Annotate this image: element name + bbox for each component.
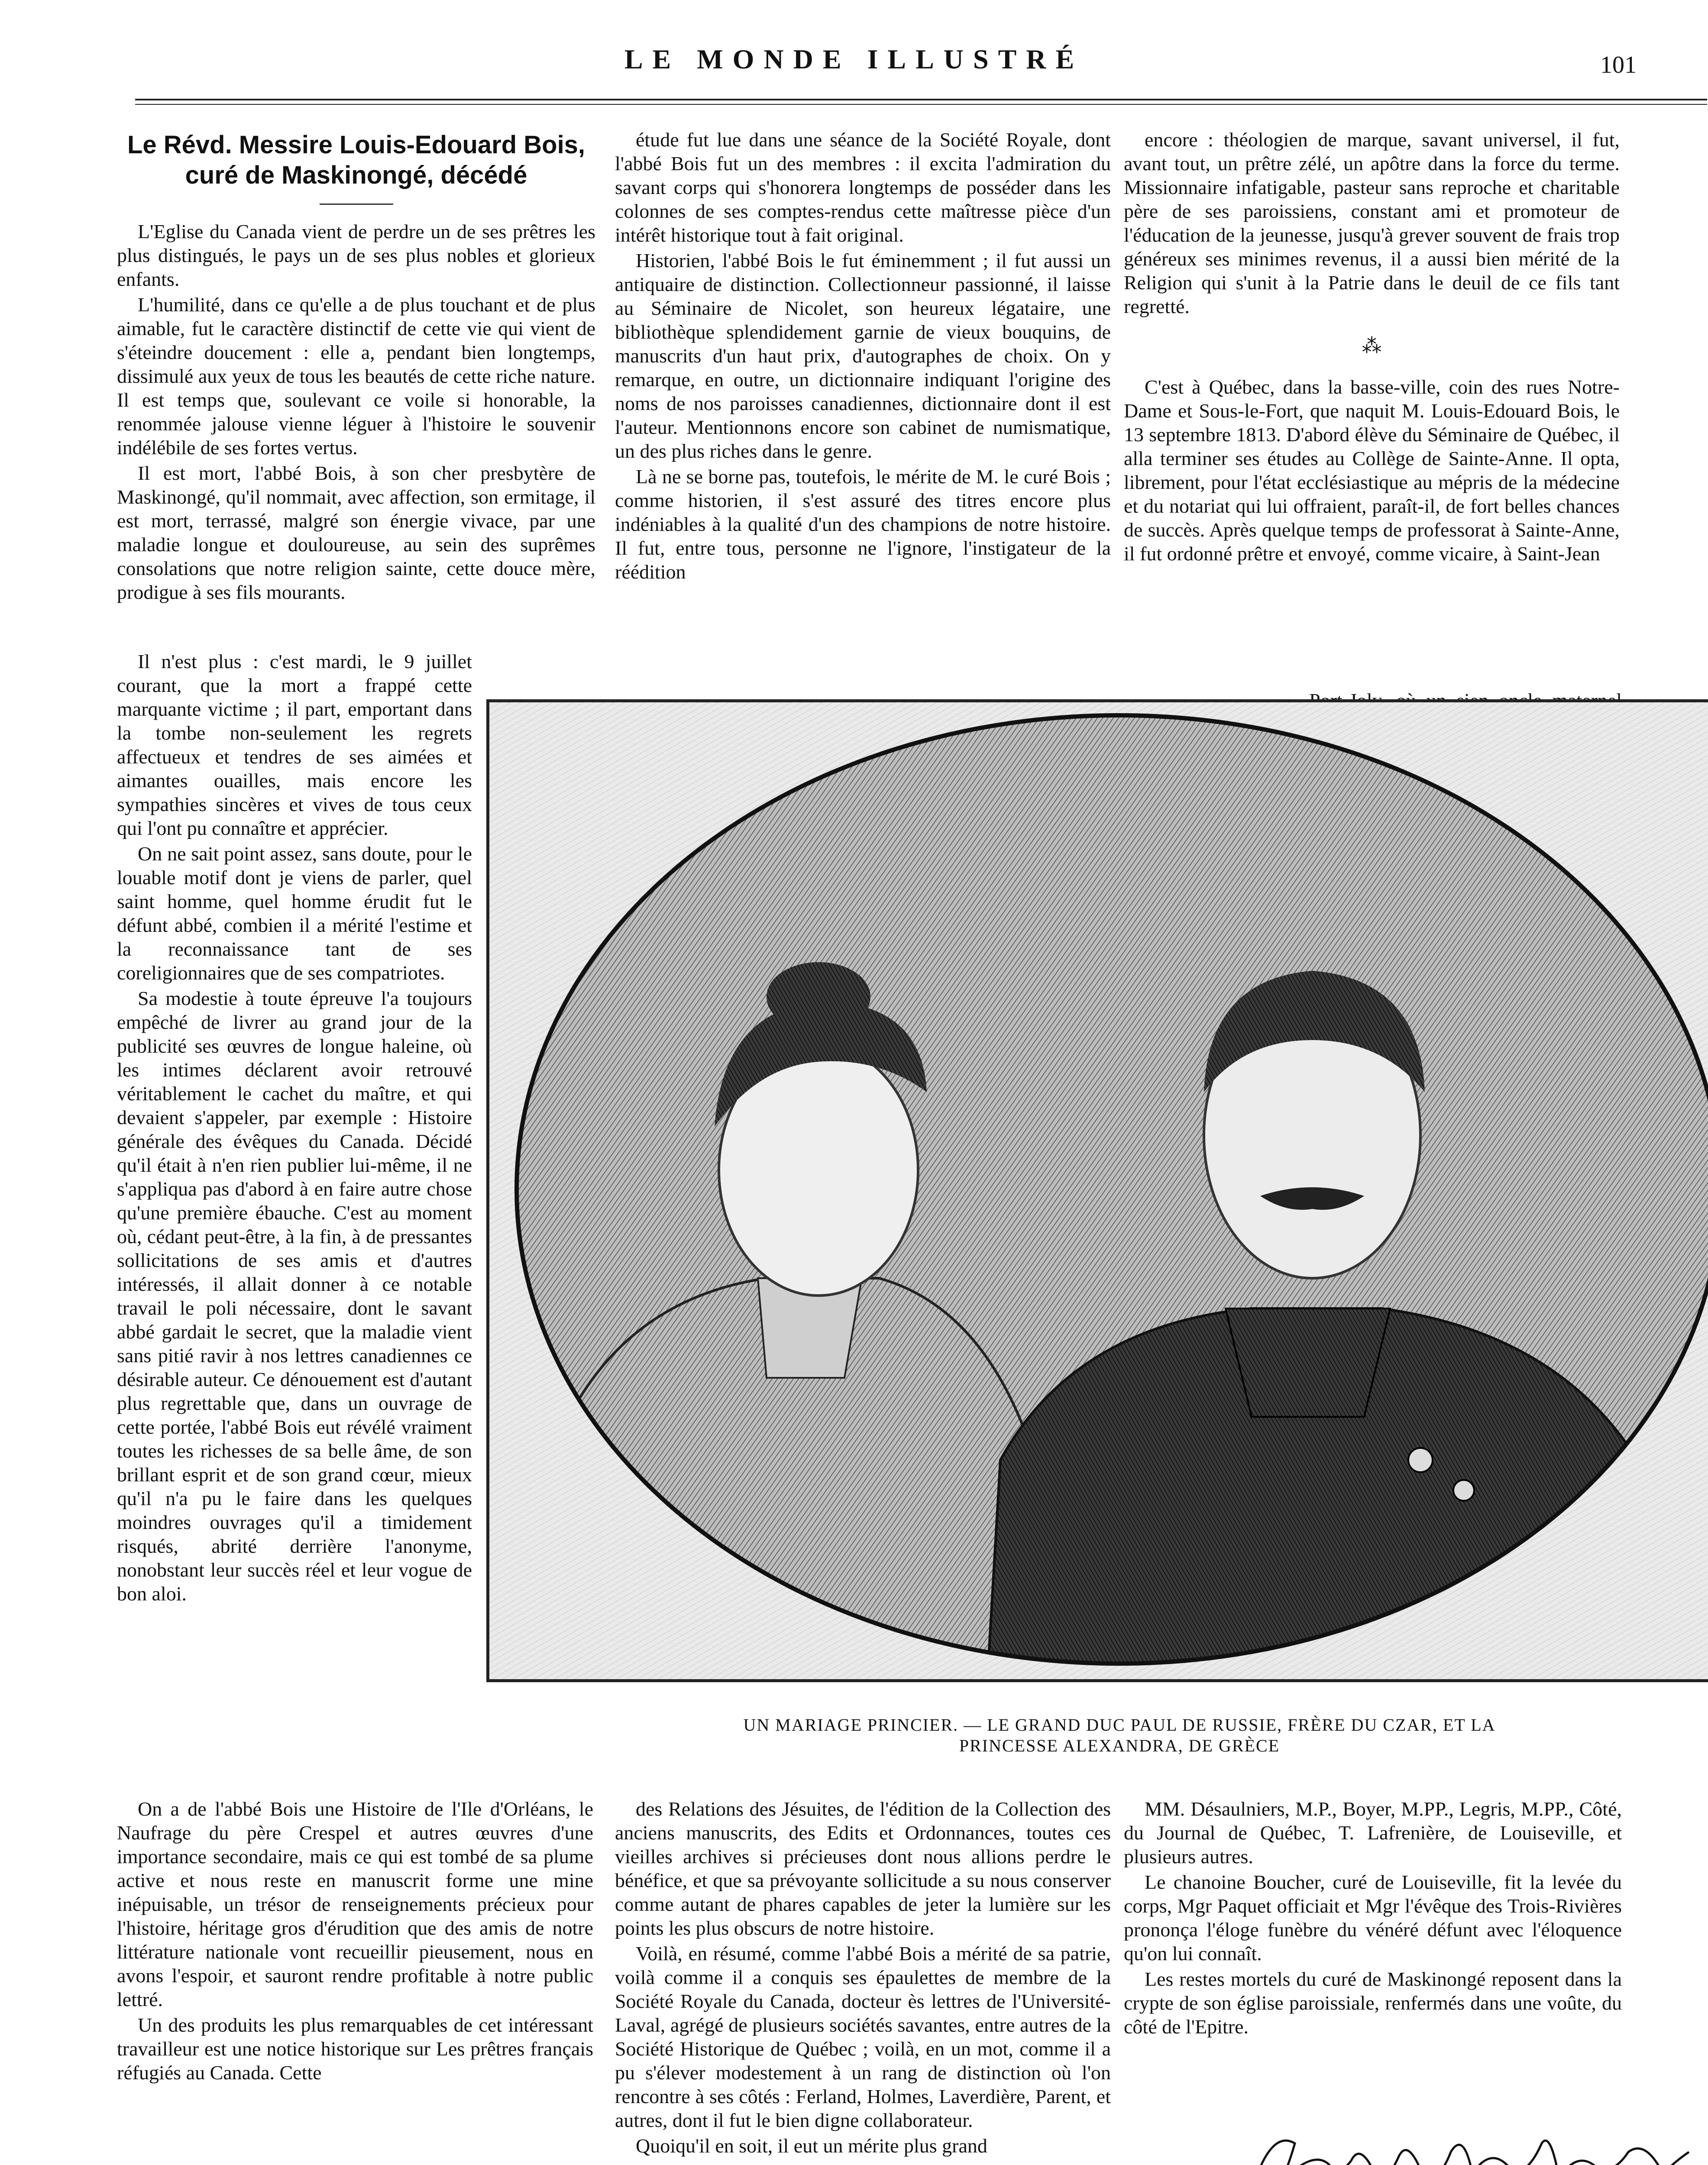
column-2-top	[615, 128, 1111, 585]
paragraph: Un des produits les plus remarquables de cet intéressant travailleur est une notice historique sur Les prêtres français réfugiés au Canada. Cette	[117, 2014, 593, 2084]
paragraph: Il n'est plus : c'est mardi, le 9 juillet courant, que la mort a frappé cette marquante victime ; il part, emportant dans la tombe non-seulement les regrets affectueux et tendres de ses aimées et aimantes ouailles, mais encore les sympathies sincères et vives de tous ceux qui l'ont pu connaître et apprécier.	[117, 650, 472, 839]
paragraph: Sa modestie à toute épreuve l'a toujours empêché de livrer au grand jour de la publicité ses œuvres de longue haleine, où les intimes déclarent avoir retrouvé véritablement le cachet du maître, et qui devaient s'appeler, par exemple : Histoire générale des évêques du Canada. Décidé qu'il était à n'en rien publier lui-même, il ne s'appliqua pas d'abord à en faire autre chose qu'une première ébauche. C'est au moment où, cédant peut-être, à la fin, à de pressantes sollicitations de ses amis et d'autres intéressés, il allait donner à ce notable travail le poli nécessaire, dont le savant abbé gardait le secret, que la maladie vient sans pitié ravir à nos lettres canadiennes ce désirable auteur. Ce dénouement est d'autant plus regrettable que, dans un ouvrage de cette portée, l'abbé Bois eut révélé vraiment toutes les richesses de sa belle âme, de son brillant esprit et de son grand cœur, mieux qu'il n'a pu le faire dans les quelques moindres ouvrages qu'il a timidement risqués, abrité derrière l'anonyme, nonobstant leur succès réel et leur vogue de bon aloi.	[117, 987, 472, 1605]
page-number: 101	[1600, 52, 1637, 78]
paragraph: Là ne se borne pas, toutefois, le mérite de M. le curé Bois ; comme historien, il s'est assuré des titres encore plus indéniables à la qualité d'un des champions de notre histoire. Il fut, entre tous, personne ne l'ignore, l'instigateur de la réédition	[615, 465, 1111, 583]
column-3-top	[1124, 128, 1620, 567]
masthead-rule-thin	[135, 104, 1707, 105]
paragraph: On a de l'abbé Bois une Histoire de l'Ile d'Orléans, le Naufrage du père Crespel et autres œuvres d'une importance secondaire, mais ce qui est tombé de sa plume active et nous reste en manuscrit forme une mine inépuisable, un trésor de renseignements précieux pour l'histoire, héritage gros d'érudition que des amis de notre littérature nationale vont recueillir pieusement, nous en avons l'espoir, et sauront rendre profitable à notre public lettré.	[117, 1798, 593, 2010]
signature-image	[1247, 2113, 1698, 2165]
column-1-narrow	[117, 650, 472, 1607]
paragraph: Historien, l'abbé Bois le fut éminemment ; il fut aussi un antiquaire de distinction. Collectionneur passionné, il laisse au Séminaire de Nicolet, son heureux légataire, une bibliothèque splendidement garnie de vieux bouquins, de manuscrits d'un haut prix, d'autographes de choix. On y remarque, en outre, un dictionnaire indiquant l'origine des noms de nos paroisses canadiennes, dictionnaire dont il est l'auteur. Mentionnons encore son cabinet de numismatique, un des plus riches dans le genre.	[615, 249, 1111, 462]
paragraph: L'humilité, dans ce qu'elle a de plus touchant et de plus aimable, fut le caractère distinctif de cette vie qui vient de s'éteindre doucement : elle a, pendant bien longtemps, dissimulé aux yeux de tous les beautés de cette riche nature. Il est temps que, soulevant ce voile si honorable, la renommée jalouse vienne léguer à l'histoire le souvenir indélébile de ses fortes vertus.	[117, 294, 595, 459]
paragraph: étude fut lue dans une séance de la Société Royale, dont l'abbé Bois fut un des membres : il excita l'admiration du savant corps qui s'honorera longtemps de posséder dans les colonnes de ses comptes-rendus cette maîtresse pièce d'un intérêt historique tout à fait original.	[615, 129, 1111, 246]
caption-line: UN MARIAGE PRINCIER. — LE GRAND DUC PAUL DE RUSSIE, FRÈRE DU CZAR, ET LA	[743, 1715, 1496, 1735]
section-stars: ⁂	[1362, 335, 1382, 357]
masthead-rule	[135, 99, 1707, 100]
portrait-engraving	[489, 702, 1708, 1679]
column-3-bottom	[1124, 1797, 1622, 2040]
caption-line: PRINCESSE ALEXANDRA, DE GRÈCE	[959, 1736, 1280, 1755]
masthead: LE MONDE ILLUSTRÉ	[624, 44, 1084, 74]
column-1-bottom	[117, 1797, 593, 2086]
signature	[1247, 2113, 1698, 2165]
paragraph: MM. Désaulniers, M.P., Boyer, M.PP., Legris, M.PP., Côté, du Journal de Québec, T. Lafrenière, de Louiseville, et plusieurs autres.	[1124, 1798, 1622, 1868]
paragraph: L'Eglise du Canada vient de perdre un de ses prêtres les plus distingués, le pays un de ses plus nobles et glorieux enfants.	[117, 220, 595, 290]
paragraph: encore : théologien de marque, savant universel, il fut, avant tout, un prêtre zélé, un apôtre dans la force du terme. Missionnaire infatigable, pasteur sans reproche et charitable père de ses paroissiens, constant ami et promoteur de l'éducation de la jeunesse, jusqu'à grever souvent de frais trop généreux ses minimes revenus, il a aussi bien mérité de la Religion qui s'unit à la Patrie dans le deuil de ce fils tant regretté.	[1124, 129, 1620, 317]
paragraph: C'est à Québec, dans la basse-ville, coin des rues Notre-Dame et Sous-le-Fort, que naquit M. Louis-Edouard Bois, le 13 septembre 1813. D'abord élève du Séminaire de Québec, il alla terminer ses études au Collège de Sainte-Anne. Il opta, librement, pour l'état ecclésiastique au mépris de la médecine et du notariat qui lui offraient, paraît-il, de fort belles chances de succès. Après quelque temps de professorat à Sainte-Anne, il fut ordonné prêtre et envoyé, comme vicaire, à Saint-Jean	[1124, 376, 1620, 565]
paragraph: On ne sait point assez, sans doute, pour le louable motif dont je viens de parler, quel saint homme, quel homme érudit fut le défunt abbé, combien il a mérité l'estime et la reconnaissance tant de ses coreligionnaires que de ses compatriotes.	[117, 843, 472, 984]
portrait-illustration	[486, 699, 1708, 1682]
article-headline: Le Révd. Messire Louis-Edouard Bois, curé de Maskinongé, décédé	[127, 131, 586, 189]
column-2-bottom	[615, 1797, 1111, 2159]
headline-rule	[320, 204, 393, 205]
paragraph: Quoiqu'il en soit, il eut un mérite plus grand	[636, 2135, 987, 2157]
paragraph: Il est mort, l'abbé Bois, à son cher presbytère de Maskinongé, qu'il nommait, avec affection, son ermitage, il est mort, terrassé, malgré son énergie vivace, par une maladie longue et douloureuse, au sein des suprêmes consolations que notre religion sainte, cette douce mère, prodigue à ses fils mourants.	[117, 462, 595, 603]
paragraph: Le chanoine Boucher, curé de Louiseville, fit la levée du corps, Mgr Paquet officiait et Mgr l'évêque des Trois-Rivières prononça l'éloge funèbre du vénéré défunt avec l'éloquence qu'on lui connaît.	[1124, 1871, 1622, 1965]
column-1	[117, 130, 595, 606]
illustration-caption	[485, 1715, 1708, 1756]
paragraph: Voilà, en résumé, comme l'abbé Bois a mérité de sa patrie, voilà comme il a conquis ses épaulettes de membre de la Société Royale du Canada, docteur ès lettres de l'Université-Laval, agrégé de plusieurs sociétés savantes, entre autres de la Société Historique de Québec ; voilà, en un mot, comme il a pu s'élever modestement à un rang de distinction où l'on rencontre à ses côtés : Ferland, Holmes, Laverdière, Parent, et autres, dont il fut le bien digne collaborateur.	[615, 1942, 1111, 2131]
paragraph: Les restes mortels du curé de Maskinongé reposent dans la crypte de son église paroissiale, renfermés dans une voûte, du côté de l'Epitre.	[1124, 1968, 1622, 2038]
paragraph: des Relations des Jésuites, de l'édition de la Collection des anciens manuscrits, des Edits et Ordonnances, toutes ces vieilles archives si précieuses dont nous allions perdre le bénéfice, et que sa prévoyante sollicitude a su nous conserver comme autant de phares capables de jeter la lumière sur les points les plus obscurs de notre histoire.	[615, 1798, 1111, 1939]
